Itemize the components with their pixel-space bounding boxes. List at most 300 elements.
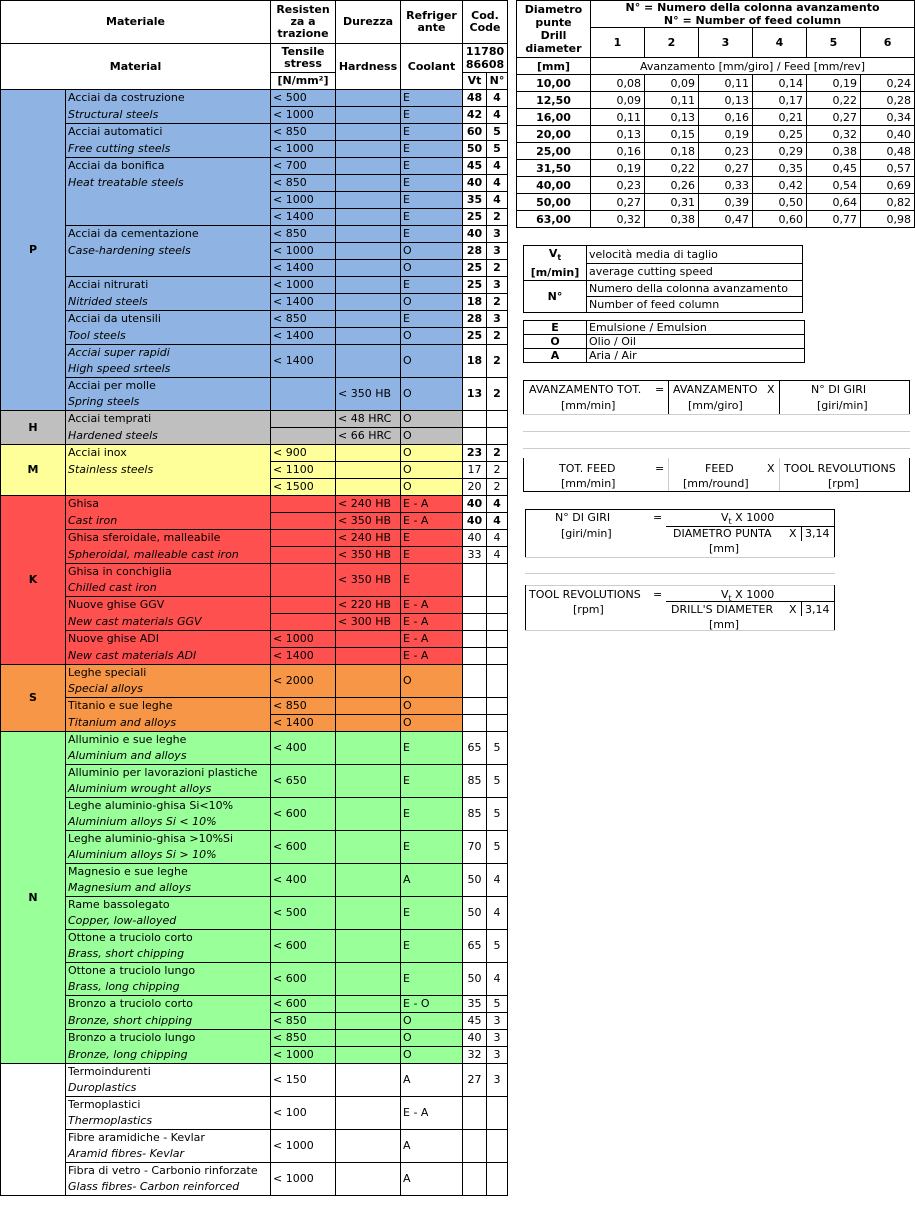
material-ts — [271, 513, 336, 530]
formula3-au: [giri/min] — [561, 527, 612, 540]
material-row — [1, 996, 508, 1013]
feed-value: 0,54 — [807, 177, 861, 194]
material-cl: O — [401, 1047, 463, 1064]
material-hd — [336, 158, 401, 175]
material-hd: < 240 HB — [336, 530, 401, 547]
legend-n-it: Numero della colonna avanzamento — [587, 281, 803, 297]
material-name-en: Chilled cast iron — [66, 580, 271, 597]
material-cl: E — [401, 226, 463, 243]
material-row — [1, 428, 508, 445]
material-n: 3 — [487, 243, 508, 260]
header-materiale: Materiale — [1, 1, 271, 44]
feed-value: 0,13 — [591, 126, 645, 143]
material-cl: E — [401, 175, 463, 192]
material-n: 4 — [487, 175, 508, 192]
material-cl: E — [401, 547, 463, 564]
material-ts: < 700 — [271, 158, 336, 175]
feed-value: 0,45 — [807, 160, 861, 177]
feed-value: 0,27 — [699, 160, 753, 177]
material-vt: 23 — [463, 445, 487, 462]
header-hardness: Hardness — [336, 44, 401, 90]
material-row — [1, 513, 508, 530]
code-11780: 11780 — [465, 45, 505, 58]
feed-value: 0,23 — [591, 177, 645, 194]
formula2-b: FEED — [705, 462, 734, 475]
material-hd — [336, 864, 401, 897]
legend-vt-en: average cutting speed — [587, 263, 803, 281]
formula3-a: N° DI GIRI — [555, 511, 611, 524]
material-hd — [336, 1013, 401, 1030]
header-tensile: Tensile stress — [271, 44, 336, 73]
formula2-x: X — [767, 462, 775, 475]
material-ts — [271, 530, 336, 547]
material-name-it: Acciai da costruzione — [66, 90, 271, 107]
material-name-it: Termoplastici — [66, 1097, 271, 1114]
material-n — [487, 648, 508, 665]
material-ts: < 900 — [271, 445, 336, 462]
feed-value: 0,50 — [753, 194, 807, 211]
material-row — [1, 411, 508, 428]
material-vt: 65 — [463, 930, 487, 963]
material-n: 4 — [487, 158, 508, 175]
formula1-eq: = — [655, 383, 665, 396]
feed-header-columns-it: N° = Numero della colonna avanzamento — [625, 1, 880, 14]
feed-header-columns-en: N° = Number of feed column — [663, 14, 842, 27]
material-hd: < 220 HB — [336, 597, 401, 614]
material-name-en: Duroplastics — [66, 1080, 271, 1097]
material-row — [1, 311, 508, 328]
material-vt — [463, 648, 487, 665]
material-ts: < 1100 — [271, 462, 336, 479]
material-vt: 27 — [463, 1064, 487, 1097]
material-cl: O — [401, 294, 463, 311]
material-ts: < 1400 — [271, 260, 336, 277]
material-cl: O — [401, 428, 463, 445]
formula4-a: TOOL REVOLUTIONS — [529, 588, 641, 601]
legend-coolant-key: O — [524, 335, 587, 349]
material-cl: O — [401, 345, 463, 378]
material-row — [1, 243, 508, 260]
material-hd — [336, 1047, 401, 1064]
material-vt: 42 — [463, 107, 487, 124]
feed-value: 0,33 — [699, 177, 753, 194]
feed-value: 0,16 — [591, 143, 645, 160]
material-name-it: Bronzo a truciolo lungo — [66, 1030, 271, 1047]
material-n: 3 — [487, 1013, 508, 1030]
legend-coolant-key: A — [524, 349, 587, 363]
material-ts: < 1400 — [271, 648, 336, 665]
material-cl: O — [401, 715, 463, 732]
feed-value: 0,25 — [753, 126, 807, 143]
formula3-den: DIAMETRO PUNTA — [673, 527, 772, 540]
material-ts: < 400 — [271, 732, 336, 765]
feed-value: 0,77 — [807, 211, 861, 228]
material-ts: < 850 — [271, 698, 336, 715]
material-n: 4 — [487, 963, 508, 996]
material-ts: < 2000 — [271, 665, 336, 698]
material-n: 5 — [487, 831, 508, 864]
feed-diameter: 50,00 — [517, 194, 591, 211]
material-hd: < 350 HB — [336, 513, 401, 530]
material-vt: 40 — [463, 496, 487, 513]
material-n — [487, 614, 508, 631]
feed-col-6: 6 — [861, 28, 915, 58]
header-unit: [N/mm²] — [271, 73, 336, 90]
legend-coolant-value: Aria / Air — [587, 349, 805, 363]
material-row — [1, 328, 508, 345]
material-vt — [463, 698, 487, 715]
material-hd — [336, 798, 401, 831]
material-n: 2 — [487, 479, 508, 496]
feed-row — [517, 109, 915, 126]
feed-row — [517, 160, 915, 177]
material-row — [1, 1047, 508, 1064]
material-ts: < 850 — [271, 124, 336, 141]
material-cl: E — [401, 564, 463, 597]
code-86608: 86608 — [465, 58, 505, 71]
material-row — [1, 90, 508, 107]
feed-value: 0,19 — [807, 75, 861, 92]
material-row — [1, 141, 508, 158]
material-n: 2 — [487, 462, 508, 479]
material-cl: E - A — [401, 496, 463, 513]
material-cl: E — [401, 124, 463, 141]
material-name-en: Nitrided steels — [66, 294, 271, 311]
material-name-en: Case-hardening steels — [66, 243, 271, 260]
header-resistenza: Resisten za a trazione — [271, 1, 336, 44]
material-vt: 25 — [463, 328, 487, 345]
material-n: 2 — [487, 378, 508, 411]
material-cl: O — [401, 479, 463, 496]
feed-header-mm: [mm] — [517, 58, 591, 75]
group-label: N — [1, 732, 66, 1064]
material-row — [1, 124, 508, 141]
material-ts: < 600 — [271, 963, 336, 996]
material-cl: E - O — [401, 996, 463, 1013]
formula3-den-u: [mm] — [709, 542, 740, 555]
material-vt: 50 — [463, 864, 487, 897]
material-vt: 60 — [463, 124, 487, 141]
feed-value: 0,31 — [645, 194, 699, 211]
material-row — [1, 1064, 508, 1081]
material-name-en: Brass, short chipping — [66, 946, 271, 963]
legend-vt-table — [523, 245, 803, 313]
feed-value: 0,29 — [753, 143, 807, 160]
group-label: S — [1, 665, 66, 732]
material-row — [1, 378, 508, 395]
material-ts: < 850 — [271, 1030, 336, 1047]
material-hd — [336, 715, 401, 732]
material-hd — [336, 175, 401, 192]
material-hd — [336, 462, 401, 479]
feed-diameter: 40,00 — [517, 177, 591, 194]
material-row — [1, 1097, 508, 1114]
material-vt — [463, 1097, 487, 1130]
material-cl: E - A — [401, 614, 463, 631]
material-name-en: Magnesium and alloys — [66, 880, 271, 897]
material-name-en: Spring steels — [66, 394, 271, 411]
material-name-en: Spheroidal, malleable cast iron — [66, 547, 271, 564]
feed-value: 0,13 — [645, 109, 699, 126]
material-ts — [271, 564, 336, 597]
material-vt: 25 — [463, 209, 487, 226]
feed-diameter: 12,50 — [517, 92, 591, 109]
group-label: K — [1, 496, 66, 665]
feed-value: 0,40 — [861, 126, 915, 143]
material-row — [1, 1030, 508, 1047]
material-cl: E — [401, 192, 463, 209]
material-vt: 17 — [463, 462, 487, 479]
material-hd — [336, 294, 401, 311]
material-n: 4 — [487, 90, 508, 107]
material-ts: < 150 — [271, 1064, 336, 1097]
material-vt: 40 — [463, 530, 487, 547]
material-name-en: Heat treatable steels — [66, 175, 271, 192]
feed-value: 0,98 — [861, 211, 915, 228]
formula3-num: $V_t$ X 1000 — [721, 511, 775, 527]
material-hd: < 300 HB — [336, 614, 401, 631]
formula-feed-it — [523, 380, 910, 492]
formula1-bu: [mm/giro] — [688, 399, 743, 412]
feed-value: 0,21 — [753, 109, 807, 126]
material-hd — [336, 445, 401, 462]
material-vt: 18 — [463, 294, 487, 311]
material-cl: O — [401, 1030, 463, 1047]
material-row — [1, 698, 508, 715]
material-cl: A — [401, 1064, 463, 1097]
formula4-eq: = — [653, 588, 663, 601]
material-vt: 48 — [463, 90, 487, 107]
material-hd: < 350 HB — [336, 378, 401, 411]
material-row — [1, 732, 508, 749]
material-hd: < 48 HRC — [336, 411, 401, 428]
material-name-en: Aramid fibres- Kevlar — [66, 1146, 271, 1163]
material-cl: E — [401, 209, 463, 226]
feed-header-columns — [591, 1, 915, 28]
material-row — [1, 479, 508, 496]
formula2-cu: [rpm] — [828, 477, 859, 490]
material-name-it: Bronzo a truciolo corto — [66, 996, 271, 1013]
feed-value: 0,17 — [753, 92, 807, 109]
material-name-en: Special alloys — [66, 681, 271, 698]
material-ts: < 100 — [271, 1097, 336, 1130]
material-n: 5 — [487, 141, 508, 158]
material-name-it: Termoindurenti — [66, 1064, 271, 1081]
feed-value: 0,09 — [645, 75, 699, 92]
material-name-en: Bronze, long chipping — [66, 1047, 271, 1064]
material-hd — [336, 963, 401, 996]
material-name-it: Alluminio e sue leghe — [66, 732, 271, 749]
material-vt: 45 — [463, 158, 487, 175]
material-name-it: Acciai inox — [66, 445, 271, 462]
feed-table — [516, 0, 915, 228]
material-row — [1, 831, 508, 848]
material-vt: 25 — [463, 277, 487, 294]
material-hd — [336, 192, 401, 209]
material-row — [1, 175, 508, 192]
header-cod: Cod. Code — [463, 1, 508, 44]
material-cl: O — [401, 328, 463, 345]
material-name-it: Ghisa in conchiglia — [66, 564, 271, 581]
group-label — [1, 1064, 66, 1196]
material-n: 2 — [487, 345, 508, 378]
material-row — [1, 798, 508, 815]
material-ts: < 1000 — [271, 1163, 336, 1196]
material-name-it: Alluminio per lavorazioni plastiche — [66, 765, 271, 782]
formula1-b: AVANZAMENTO — [673, 383, 758, 396]
material-name-it: Fibra di vetro - Carbonio rinforzate — [66, 1163, 271, 1180]
material-ts: < 1000 — [271, 192, 336, 209]
material-hd — [336, 1163, 401, 1196]
material-n: 4 — [487, 107, 508, 124]
material-name-it: Leghe speciali — [66, 665, 271, 682]
material-n: 2 — [487, 328, 508, 345]
material-n: 2 — [487, 445, 508, 462]
material-n: 4 — [487, 547, 508, 564]
material-row — [1, 897, 508, 914]
material-vt: 40 — [463, 226, 487, 243]
material-cl: E — [401, 897, 463, 930]
formula4-x: X — [789, 603, 797, 616]
material-cl: E — [401, 930, 463, 963]
material-name-it: Acciai super rapidi — [66, 345, 271, 362]
material-vt — [463, 411, 487, 428]
material-row — [1, 462, 508, 479]
material-ts: < 1500 — [271, 479, 336, 496]
material-hd — [336, 831, 401, 864]
feed-value: 0,82 — [861, 194, 915, 211]
feed-value: 0,09 — [591, 92, 645, 109]
material-n — [487, 1163, 508, 1196]
material-hd — [336, 311, 401, 328]
material-ts: < 600 — [271, 798, 336, 831]
feed-value: 0,15 — [645, 126, 699, 143]
material-name-en: Aluminium alloys Si > 10% — [66, 847, 271, 864]
material-n — [487, 597, 508, 614]
material-name-en: Aluminium wrought alloys — [66, 781, 271, 798]
material-ts: < 1400 — [271, 328, 336, 345]
material-cl: A — [401, 864, 463, 897]
feed-col-2: 2 — [645, 28, 699, 58]
legend-n-en: Number of feed column — [587, 297, 803, 313]
material-cl: O — [401, 378, 463, 411]
feed-value: 0,60 — [753, 211, 807, 228]
material-hd — [336, 243, 401, 260]
material-name-en: Hardened steels — [66, 428, 271, 445]
material-n: 4 — [487, 513, 508, 530]
material-ts — [271, 496, 336, 513]
material-cl: A — [401, 1163, 463, 1196]
legend-n-symbol: N° — [524, 281, 587, 313]
group-label: H — [1, 411, 66, 445]
material-ts: < 600 — [271, 831, 336, 864]
material-cl: E — [401, 90, 463, 107]
material-name-blank — [66, 192, 271, 209]
material-cl: E — [401, 530, 463, 547]
material-row — [1, 715, 508, 732]
material-name-en: Free cutting steels — [66, 141, 271, 158]
feed-diameter: 16,00 — [517, 109, 591, 126]
header-coolant: Coolant — [401, 44, 463, 90]
material-vt: 35 — [463, 996, 487, 1013]
material-name-en: Cast iron — [66, 513, 271, 530]
formula4-au: [rpm] — [573, 603, 604, 616]
material-cl: O — [401, 260, 463, 277]
material-name-it: Ghisa sferoidale, malleabile — [66, 530, 271, 547]
material-ts: < 1000 — [271, 243, 336, 260]
material-vt: 50 — [463, 963, 487, 996]
material-n: 4 — [487, 496, 508, 513]
formula4-den: DRILL'S DIAMETER — [671, 603, 774, 616]
material-ts: < 1400 — [271, 345, 336, 378]
feed-header-diameter-en: Drill diameter — [525, 29, 582, 55]
legend-vt-it: velocità media di taglio — [587, 246, 803, 264]
material-hd — [336, 1130, 401, 1163]
material-cl: E — [401, 765, 463, 798]
formula1-a: AVANZAMENTO TOT. — [529, 383, 642, 396]
material-ts: < 500 — [271, 897, 336, 930]
material-n: 4 — [487, 864, 508, 897]
material-n: 5 — [487, 996, 508, 1013]
material-vt: 35 — [463, 192, 487, 209]
material-name-it: Fibre aramidiche - Kevlar — [66, 1130, 271, 1147]
feed-value: 0,11 — [645, 92, 699, 109]
legend-coolant-table — [523, 320, 805, 363]
feed-value: 0,35 — [753, 160, 807, 177]
material-cl: O — [401, 445, 463, 462]
material-n: 3 — [487, 1030, 508, 1047]
feed-value: 0,13 — [699, 92, 753, 109]
material-vt: 70 — [463, 831, 487, 864]
material-name-en: New cast materials ADI — [66, 648, 271, 665]
material-cl: O — [401, 243, 463, 260]
material-n — [487, 715, 508, 732]
material-cl: O — [401, 411, 463, 428]
material-hd — [336, 124, 401, 141]
formula2-c: TOOL REVOLUTIONS — [784, 462, 896, 475]
feed-value: 0,24 — [861, 75, 915, 92]
material-cl: E — [401, 158, 463, 175]
material-name-en: Structural steels — [66, 107, 271, 124]
material-name-en: Copper, low-alloyed — [66, 913, 271, 930]
material-vt: 65 — [463, 732, 487, 765]
material-ts: < 1400 — [271, 294, 336, 311]
material-n: 5 — [487, 732, 508, 765]
material-name-it: Nuove ghise ADI — [66, 631, 271, 648]
material-cl: E — [401, 831, 463, 864]
material-cl: A — [401, 1130, 463, 1163]
material-name-it: Ghisa — [66, 496, 271, 513]
material-row — [1, 547, 508, 564]
material-row — [1, 614, 508, 631]
feed-value: 0,27 — [591, 194, 645, 211]
material-row — [1, 564, 508, 581]
material-hd — [336, 141, 401, 158]
material-cl: E - A — [401, 631, 463, 648]
material-vt: 28 — [463, 243, 487, 260]
material-cl: O — [401, 1013, 463, 1030]
material-row — [1, 665, 508, 682]
formula2-eq: = — [655, 462, 665, 475]
material-vt: 18 — [463, 345, 487, 378]
material-n: 5 — [487, 765, 508, 798]
material-row — [1, 1130, 508, 1147]
material-row — [1, 765, 508, 782]
material-n: 3 — [487, 311, 508, 328]
material-name-it: Ottone a truciolo lungo — [66, 963, 271, 980]
material-row — [1, 631, 508, 648]
material-hd — [336, 897, 401, 930]
